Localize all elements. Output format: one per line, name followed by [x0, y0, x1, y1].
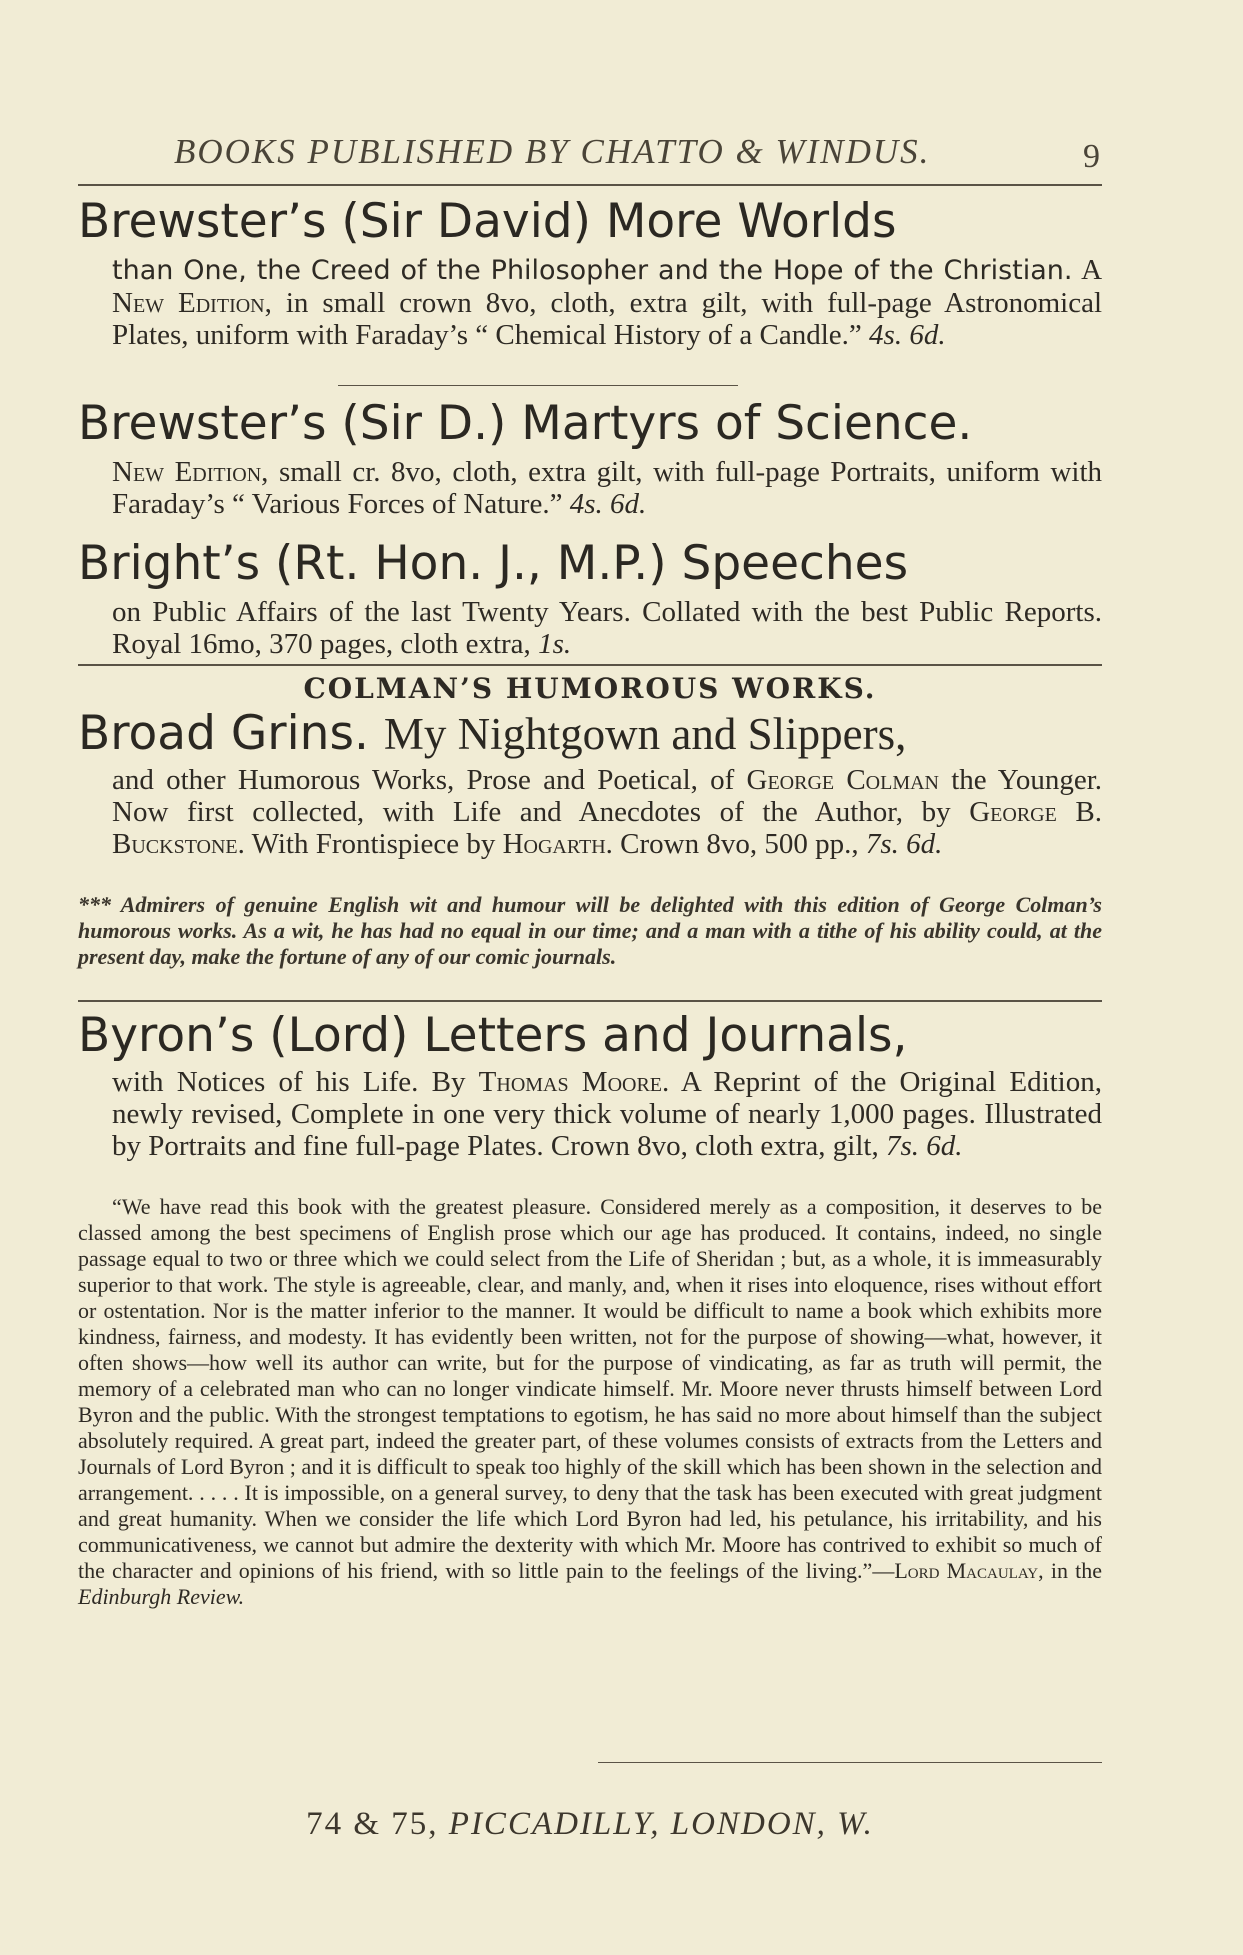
page-number: 9 [1083, 138, 1102, 175]
running-head-title: BOOKS PUBLISHED BY CHATTO & WINDUS. [174, 132, 931, 171]
entry-text: the Younger. Now first collected, with Life and Anecdotes of the Author, by [112, 764, 1103, 828]
entry-heading [78, 708, 1102, 760]
publisher-address [78, 1806, 1102, 1843]
entry-price: 7s. 6d. [865, 828, 943, 860]
artist-name: Hogarth. [502, 828, 613, 860]
end-rule [598, 1762, 1102, 1763]
entry-rule [338, 385, 738, 386]
entry-text: Crown 8vo, 500 pp., [620, 828, 859, 860]
entry-note: *** Admirers of genuine English wit and humour will be delighted with this edition of George Colman’s humorous works. As a wit, he has had no equal in our time; and a man with a tithe of his ability could, at the present day, make the fortune of any of our comic journals. [78, 892, 1102, 969]
entry-price: 4s. 6d. [869, 319, 946, 351]
address-numbers: 74 & 75, [306, 1806, 439, 1842]
editor-name: George B. Buckstone. [112, 796, 1102, 860]
entry-text: and other Humorous Works, Prose and Poetical, of [112, 764, 735, 796]
entry-description [112, 254, 1102, 351]
entry-text: A Reprint of the Original Edition, newly revised, Complete in one very thick volume of nearly 1,000 pages. Illustrated by Portraits and fine full-page Plates. Crown 8vo, cloth extra, gilt, [112, 1066, 1102, 1162]
entry-text: with Notices of his Life. By [112, 1066, 466, 1098]
entry-description [112, 1066, 1102, 1162]
entry-price: 4s. 6d. [569, 488, 647, 520]
entry-heading-rest: My Nightgown and Slippers, [383, 709, 907, 759]
review-in: in the [1050, 1558, 1103, 1583]
review-author: Lord Macaulay, [894, 1558, 1044, 1583]
section-rule [78, 664, 1102, 666]
entry-heading: Byron’s (Lord) Letters and Journals, [78, 1008, 908, 1063]
entry-heading: Brewster’s (Sir D.) Martyrs of Science. [78, 396, 973, 451]
entry-text: in small crown 8vo, cloth, extra gilt, with full-page Astronomical Plates, uniform with Faraday’s “ Chemical History of a Candle.” [112, 287, 1103, 351]
entry-heading-title: Broad Grins. [78, 706, 369, 761]
edition-label: New Edition, [112, 456, 269, 488]
entry-subtitle: than One, the Creed of the Philosopher and the Hope of the Christian. [112, 255, 1073, 286]
entry-text: With Frontispiece by [251, 828, 496, 860]
entry-price: 1s. [538, 628, 572, 660]
head-rule [78, 184, 1102, 186]
running-head [78, 132, 1102, 184]
entry-text: small cr. 8vo, cloth, extra gilt, with full-page Portraits, uniform with Faraday’s “ Various Forces of Nature.” [112, 456, 1103, 520]
edition-label: A New Edition, [112, 254, 1103, 319]
section-label: COLMAN’S HUMOROUS WORKS. [303, 672, 877, 705]
review-text: “We have read this book with the greatest pleasure. Considered merely as a composition, it deserves to be classed among the best specimens of English prose which our age has produced. It contains, indeed, no single passage equal to two or three which we could select from the Life of Sheridan ; but, as a whole, it is immeasurably superior to that work. The style is agreeable, clear, and manly, and, when it rises into eloquence, rises without effort or ostentation. Nor is the matter inferior to the manner. It would be difficult to name a book which exhibits more kindness, fairness, and modesty. It has evidently been written, not for the purpose of showing—what, however, it often shows—how well its author can write, but for the purpose of vindicating, as far as truth will permit, the memory of a celebrated man who can no longer vindicate himself. Mr. Moore never thrusts himself between Lord Byron and the public. With the strongest temptations to egotism, he has said no more about himself than the subject absolutely required. A great part, indeed the greater part, of these volumes consists of extracts from the Letters and Journals of Lord Byron ; and it is difficult to speak too highly of the skill which has been shown in the selection and arrangement. . . . . It is impossible, on a general survey, to deny that the task has been executed with great judgment and great humanity. When we consider the life which Lord Byron had led, his petulance, his irritability, and his communicativeness, we cannot but admire the dexterity with which Mr. Moore has contrived to exhibit so much of the character and opinions of his friend, with so little pain to the feelings of the living.”— [78, 1194, 1102, 1583]
entry-description [112, 456, 1102, 520]
section-rule [78, 1000, 1102, 1002]
address-street: PICCADILLY, LONDON, W. [448, 1806, 874, 1842]
entry-heading: Bright’s (Rt. Hon. J., M.P.) Speeches [78, 536, 909, 591]
review-source: Edinburgh Review. [78, 1584, 245, 1609]
entry-price: 7s. 6d. [885, 1130, 963, 1162]
author-name: George Colman [746, 764, 939, 796]
entry-description [112, 764, 1102, 860]
entry-text: on Public Affairs of the last Twenty Years. Collated with the best Public Reports. Royal 16mo, 370 pages, cloth extra, [112, 596, 1102, 660]
entry-description [112, 596, 1102, 660]
entry-heading: Brewster’s (Sir David) More Worlds [78, 194, 897, 249]
author-name: Thomas Moore. [478, 1066, 670, 1098]
review-quote [78, 1194, 1102, 1610]
